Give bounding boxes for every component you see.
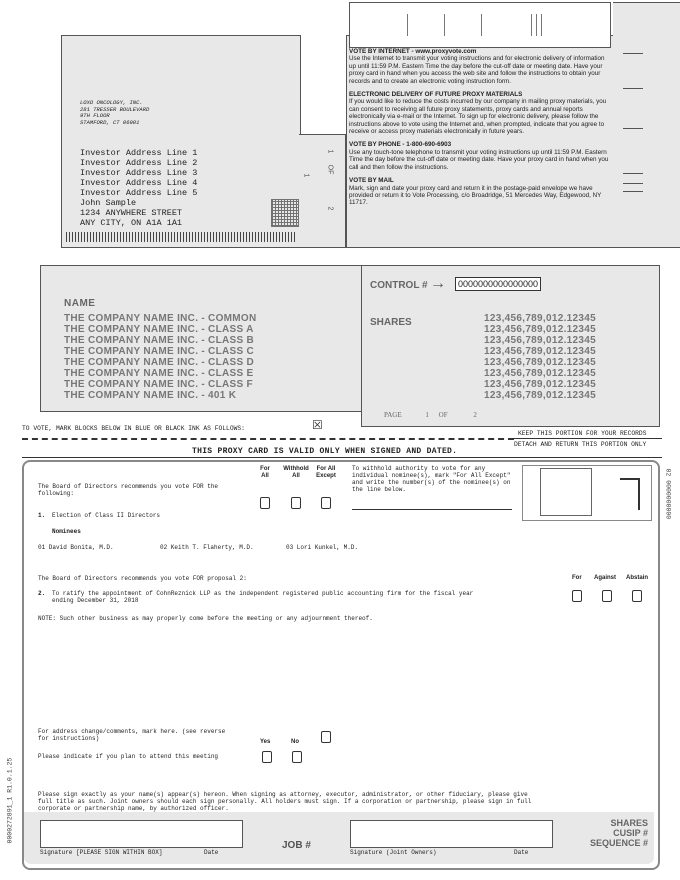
- investor-address-line: 1234 ANYWHERE STREET: [80, 208, 183, 218]
- investor-address-line: Investor Address Line 2: [80, 158, 198, 168]
- mark-example-icon: ☒: [312, 418, 323, 432]
- nominee: 03 Lori Kunkel, M.D.: [286, 544, 359, 551]
- yes-label: Yes: [260, 739, 271, 745]
- share-amount: 123,456,789,012.12345: [484, 335, 596, 346]
- company-name: THE COMPANY NAME INC. - COMMON: [64, 313, 257, 324]
- timing-marks: [613, 2, 680, 248]
- joint-signature-label: Signature (Joint Owners): [350, 849, 437, 856]
- proposal2-abstain-checkbox[interactable]: [632, 590, 642, 602]
- item2-num: 2.: [38, 590, 46, 597]
- address-change-text: For address change/comments, mark here. (see reverse for instructions): [38, 728, 226, 742]
- timing-mark: [623, 128, 643, 129]
- timing-mark: [623, 53, 643, 54]
- investor-address-line: Investor Address Line 1: [80, 148, 198, 158]
- scan-ticks: [349, 2, 609, 46]
- scan-tick: [531, 14, 532, 36]
- detach-portion: DETACH AND RETURN THIS PORTION ONLY: [514, 441, 647, 448]
- footer-codes: [560, 818, 648, 848]
- page-mark-side: 1: [302, 173, 310, 178]
- control-label: CONTROL #: [370, 280, 428, 291]
- signature-label: Signature [PLEASE SIGN WITHIN BOX]: [40, 849, 163, 856]
- return-address-line: 281 TRESSER BOULEVARD: [80, 105, 150, 113]
- col-for: For: [572, 575, 582, 581]
- joint-signature-box[interactable]: [350, 820, 514, 848]
- scan-tick: [481, 14, 482, 36]
- item1-num: 1.: [38, 512, 46, 519]
- footer-cusip: CUSIP #: [613, 828, 648, 838]
- for-all-checkbox[interactable]: [260, 497, 270, 509]
- return-address-line: LOXO ONCOLOGY, INC.: [80, 99, 143, 106]
- vote-electronic-text: If you would like to reduce the costs incurred by our company in mailing proxy materials, you can consent to receiving all future proxy statements, proxy cards and annual reports electronically via e-mail or the Internet. To sign up for electronic delivery, please follow the instructions above to vote using the Internet and, when prompted, indicate that you agree to receive or access proxy materials electronically in future years.: [349, 98, 607, 136]
- col-for-all: For All: [260, 466, 270, 479]
- address-change-checkbox[interactable]: [321, 731, 331, 743]
- scan-tick: [536, 14, 537, 36]
- share-amount: 123,456,789,012.12345: [484, 368, 596, 379]
- page-total: 2: [473, 411, 477, 419]
- joint-date-box[interactable]: [512, 820, 553, 848]
- vote-instructions: [349, 48, 611, 207]
- footer-sequence: SEQUENCE #: [589, 838, 648, 848]
- share-amount: 123,456,789,012.12345: [484, 357, 596, 368]
- col-against: Against: [594, 575, 617, 581]
- vote-electronic-title: ELECTRONIC DELIVERY OF FUTURE PROXY MATERIALS: [349, 91, 523, 99]
- vote-phone-text: Use any touch-tone telephone to transmit your voting instructions up until 11:59 P.M. Eastern Time the day before the cut-off date or meeting date. Have your proxy card in hand when you call and then follow the instructions.: [349, 148, 609, 171]
- keep-line: [514, 438, 662, 439]
- col-abstain: Abstain: [626, 575, 649, 581]
- timing-mark: [623, 173, 643, 174]
- return-address-line: 9TH FLOOR: [80, 112, 110, 119]
- return-address-line: STAMFORD, CT 06901: [80, 118, 140, 126]
- attend-text: Please indicate if you plan to attend this meeting: [38, 753, 219, 760]
- vote-internet-title: VOTE BY INTERNET - www.proxyvote.com: [349, 48, 477, 55]
- date-label: Date: [204, 849, 219, 856]
- control-arrow-icon: →: [430, 275, 446, 292]
- share-amount: 123,456,789,012.12345: [484, 379, 596, 390]
- valid-notice: THIS PROXY CARD IS VALID ONLY WHEN SIGNED AND DATED.: [192, 447, 458, 456]
- page-of: OF: [438, 411, 448, 419]
- shares-list: [484, 313, 596, 401]
- vote-phone-title: VOTE BY PHONE - 1-800-690-6903: [349, 141, 452, 149]
- page-mark-bottom: 2: [326, 206, 334, 211]
- company-name: THE COMPANY NAME INC. - CLASS E: [64, 368, 254, 379]
- no-label: No: [291, 739, 299, 745]
- side-vertical-right: 02 0000000000: [664, 468, 672, 520]
- page-label: PAGE: [384, 411, 402, 419]
- attend-no-checkbox[interactable]: [292, 751, 302, 763]
- attend-yes-checkbox[interactable]: [262, 751, 272, 763]
- company-name: THE COMPANY NAME INC. - 401 K: [64, 390, 237, 401]
- control-number: 0000000000000000: [455, 277, 541, 291]
- withhold-all-checkbox[interactable]: [291, 497, 301, 509]
- vote-mail-text: Mark, sign and date your proxy card and return it in the postage-paid envelope we have provided or return it to Vote Processing, c/o Broadridge, 51 Mercedes Way, Edgewood, NY 11717.: [349, 184, 602, 207]
- for-all-except-checkbox[interactable]: [321, 497, 331, 509]
- company-name: THE COMPANY NAME INC. - CLASS F: [64, 379, 253, 390]
- sign-instructions: Please sign exactly as your name(s) appear(s) hereon. When signing as attorney, executor, administrator, or other fiduciary, please give full title as such. Joint owners should each sign personally. All holders must sign. If a corporation or partnership, please sign in full corporate or partnership name, by authorized officer.: [38, 791, 532, 812]
- timing-mark: [623, 88, 643, 89]
- investor-address: [80, 148, 197, 228]
- investor-address-line: Investor Address Line 3: [80, 168, 198, 178]
- vote-internet-text: Use the Internet to transmit your voting instructions and for electronic delivery of information up until 11:59 P.M. Eastern Time the day before the cut-off date or meeting date. Have your proxy card in hand when you access the web site and follow the instructions to obtain your records and to create an electronic voting instruction form.: [349, 55, 605, 85]
- col-withhold-all: Withhold All: [283, 466, 309, 479]
- share-amount: 123,456,789,012.12345: [484, 390, 596, 401]
- item2-text: To ratify the appointment of CohnReznick LLP as the independent registered public accounting firm for the fiscal year ending December 31, 2018: [52, 590, 474, 604]
- scan-tick: [541, 14, 542, 36]
- col-for-all-except: For All Except: [316, 466, 336, 479]
- share-amount: 123,456,789,012.12345: [484, 324, 596, 335]
- detach-line: [22, 438, 514, 440]
- nominee: 02 Keith T. Flaherty, M.D.: [160, 544, 254, 551]
- board-recommend: The Board of Directors recommends you vote FOR the following:: [38, 483, 219, 497]
- valid-line: [22, 457, 662, 458]
- date-box[interactable]: [202, 820, 243, 848]
- nominees-label: Nominees: [52, 528, 81, 535]
- page-marks: [322, 148, 342, 218]
- company-list: [64, 313, 257, 401]
- mark-instructions: TO VOTE, MARK BLOCKS BELOW IN BLUE OR BLACK INK AS FOLLOWS:: [22, 425, 245, 432]
- investor-address-line: Investor Address Line 4: [80, 178, 198, 188]
- page-indicator: [384, 411, 477, 419]
- scan-box-inner: [540, 468, 592, 516]
- investor-address-line: Investor Address Line 5: [80, 188, 198, 198]
- company-name: THE COMPANY NAME INC. - CLASS C: [64, 346, 255, 357]
- postal-barcode: [66, 232, 296, 242]
- proposal2-against-checkbox[interactable]: [602, 590, 612, 602]
- return-address: [80, 100, 149, 126]
- name-label: NAME: [64, 298, 96, 309]
- footer-shares: SHARES: [610, 818, 648, 828]
- note-text: NOTE: Such other business as may properly come before the meeting or any adjournment thereof.: [38, 615, 373, 622]
- corner-mark: [620, 478, 640, 510]
- withhold-write-line[interactable]: [352, 509, 512, 510]
- signature-box[interactable]: [40, 820, 204, 848]
- shares-label: SHARES: [370, 317, 412, 328]
- proposal2-recommend: The Board of Directors recommends you vote FOR proposal 2:: [38, 575, 247, 582]
- job-label: JOB #: [282, 840, 311, 851]
- nominee: 01 David Bonita, M.D.: [38, 544, 114, 551]
- investor-address-line: John Sample: [80, 198, 137, 208]
- company-name: THE COMPANY NAME INC. - CLASS A: [64, 324, 254, 335]
- item1-text: Election of Class II Directors: [52, 512, 161, 519]
- page-mark-top: 1: [326, 149, 334, 154]
- company-name: THE COMPANY NAME INC. - CLASS B: [64, 335, 255, 346]
- scan-tick: [407, 14, 408, 36]
- timing-mark: [623, 183, 643, 184]
- investor-address-line: ANY CITY, ON A1A 1A1: [80, 218, 183, 228]
- proposal2-for-checkbox[interactable]: [572, 590, 582, 602]
- scan-tick: [444, 14, 445, 36]
- timing-mark: [623, 191, 643, 192]
- joint-date-label: Date: [514, 849, 529, 856]
- datamatrix-barcode: [271, 199, 299, 227]
- page-mark-of: OF: [326, 164, 334, 175]
- share-amount: 123,456,789,012.12345: [484, 346, 596, 357]
- side-vertical-left: 0000272891_1 R1.0.1.25: [6, 757, 14, 844]
- keep-portion: KEEP THIS PORTION FOR YOUR RECORDS: [518, 430, 647, 437]
- withhold-text: To withhold authority to vote for any individual nominee(s), mark "For All Except" and write the number(s) of the nominee(s) on the line below.: [352, 465, 511, 493]
- company-name: THE COMPANY NAME INC. - CLASS D: [64, 357, 255, 368]
- page-num: 1: [425, 411, 429, 419]
- share-amount: 123,456,789,012.12345: [484, 313, 596, 324]
- vote-mail-title: VOTE BY MAIL: [349, 177, 394, 185]
